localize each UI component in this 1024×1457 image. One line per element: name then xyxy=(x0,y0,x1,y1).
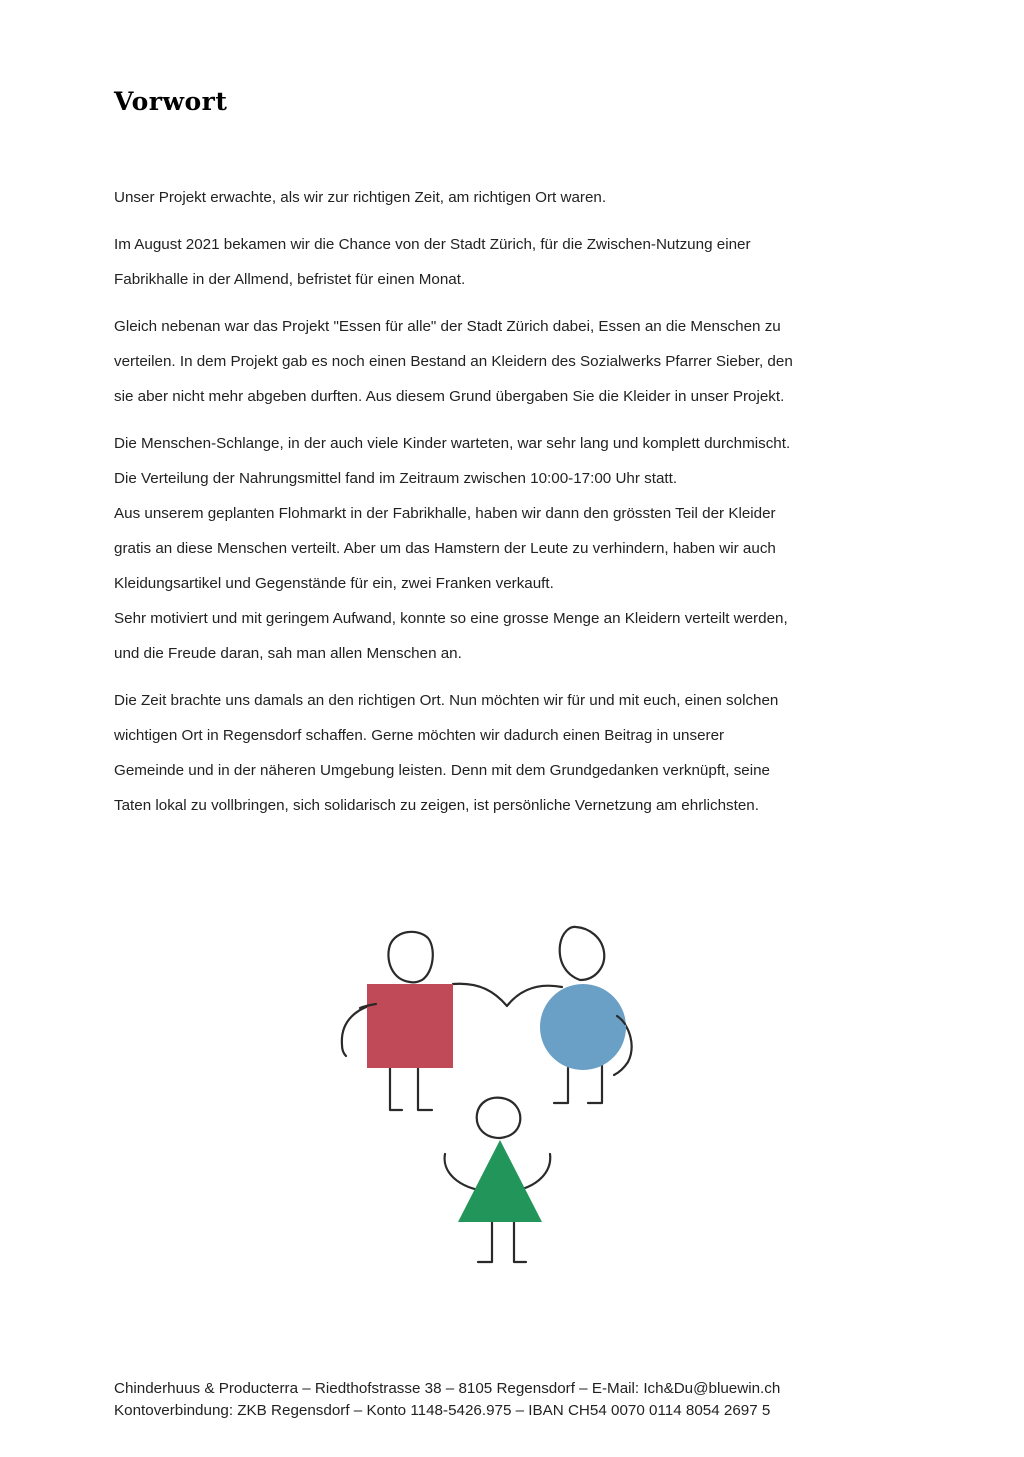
text-line: und die Freude daran, sah man allen Menschen an. xyxy=(114,645,462,662)
linking-arms xyxy=(453,984,562,1006)
text-line: wichtigen Ort in Regensdorf schaffen. Gerne möchten wir dadurch einen Beitrag in unserer xyxy=(114,727,725,744)
paragraph-5 xyxy=(114,683,914,823)
footer-bank-details: Kontoverbindung: ZKB Regensdorf – Konto 1148-5426.975 – IBAN CH54 0070 0114 8054 2697 5 xyxy=(114,1402,771,1419)
people-illustration xyxy=(330,920,650,1270)
triangle-figure-right-leg xyxy=(514,1222,526,1262)
square-figure-left-leg xyxy=(390,1068,402,1110)
text-line: Sehr motiviert und mit geringem Aufwand, konnte so eine grosse Menge an Kleidern verteilt werden, xyxy=(114,610,788,627)
footer xyxy=(114,1378,780,1422)
text-line: Gemeinde und in der näheren Umgebung leisten. Denn mit dem Grundgedanken verknüpft, seine xyxy=(114,762,770,779)
triangle-figure-head xyxy=(477,1098,521,1138)
text-line: gratis an diese Menschen verteilt. Aber um das Hamstern der Leute zu verhindern, haben wir auch xyxy=(114,540,776,557)
square-figure-right-leg xyxy=(418,1068,432,1110)
text-line: verteilen. In dem Projekt gab es noch einen Bestand an Kleidern des Sozialwerks Pfarrer Sieber, den xyxy=(114,353,793,370)
text-line: Taten lokal zu vollbringen, sich solidarisch zu zeigen, ist persönliche Vernetzung am ehrlichsten. xyxy=(114,797,759,814)
triangle-figure-left-leg xyxy=(478,1222,492,1262)
text-line: Gleich nebenan war das Projekt "Essen für alle" der Stadt Zürich dabei, Essen an die Menschen zu xyxy=(114,318,781,335)
paragraph-1 xyxy=(114,180,914,215)
text-line: Aus unserem geplanten Flohmarkt in der Fabrikhalle, haben wir dann den grössten Teil der Kleider xyxy=(114,505,776,522)
paragraph-4 xyxy=(114,426,914,671)
text-line: Die Verteilung der Nahrungsmittel fand im Zeitraum zwischen 10:00-17:00 Uhr statt. xyxy=(114,470,678,487)
text-line: Im August 2021 bekamen wir die Chance von der Stadt Zürich, für die Zwischen-Nutzung einer xyxy=(114,236,751,253)
page-title: Vorwort xyxy=(114,86,228,116)
text-line: Kleidungsartikel und Gegenstände für ein, zwei Franken verkauft. xyxy=(114,575,554,592)
blue-circle-body xyxy=(540,984,626,1070)
paragraph-3 xyxy=(114,309,914,414)
footer-address: Chinderhuus & Producterra – Riedthofstrasse 38 – 8105 Regensdorf – E-Mail: Ich&Du@bluewin.ch xyxy=(114,1380,781,1397)
body-text xyxy=(114,180,914,835)
text-line: Fabrikhalle in der Allmend, befristet für einen Monat. xyxy=(114,271,466,288)
paragraph-2 xyxy=(114,227,914,297)
square-figure-head xyxy=(388,932,432,983)
text-line: Die Menschen-Schlange, in der auch viele Kinder warteten, war sehr lang und komplett durchmischt. xyxy=(114,435,791,452)
circle-figure-right-leg xyxy=(588,1065,602,1103)
green-triangle-body xyxy=(458,1140,542,1222)
red-square-body xyxy=(367,984,453,1068)
circle-figure-head xyxy=(560,927,605,980)
text-line: sie aber nicht mehr abgeben durften. Aus diesem Grund übergaben Sie die Kleider in unser Projekt. xyxy=(114,388,785,405)
circle-figure-left-leg xyxy=(554,1068,568,1103)
text-line: Unser Projekt erwachte, als wir zur richtigen Zeit, am richtigen Ort waren. xyxy=(114,189,607,206)
text-line: Die Zeit brachte uns damals an den richtigen Ort. Nun möchten wir für und mit euch, einen solchen xyxy=(114,692,779,709)
